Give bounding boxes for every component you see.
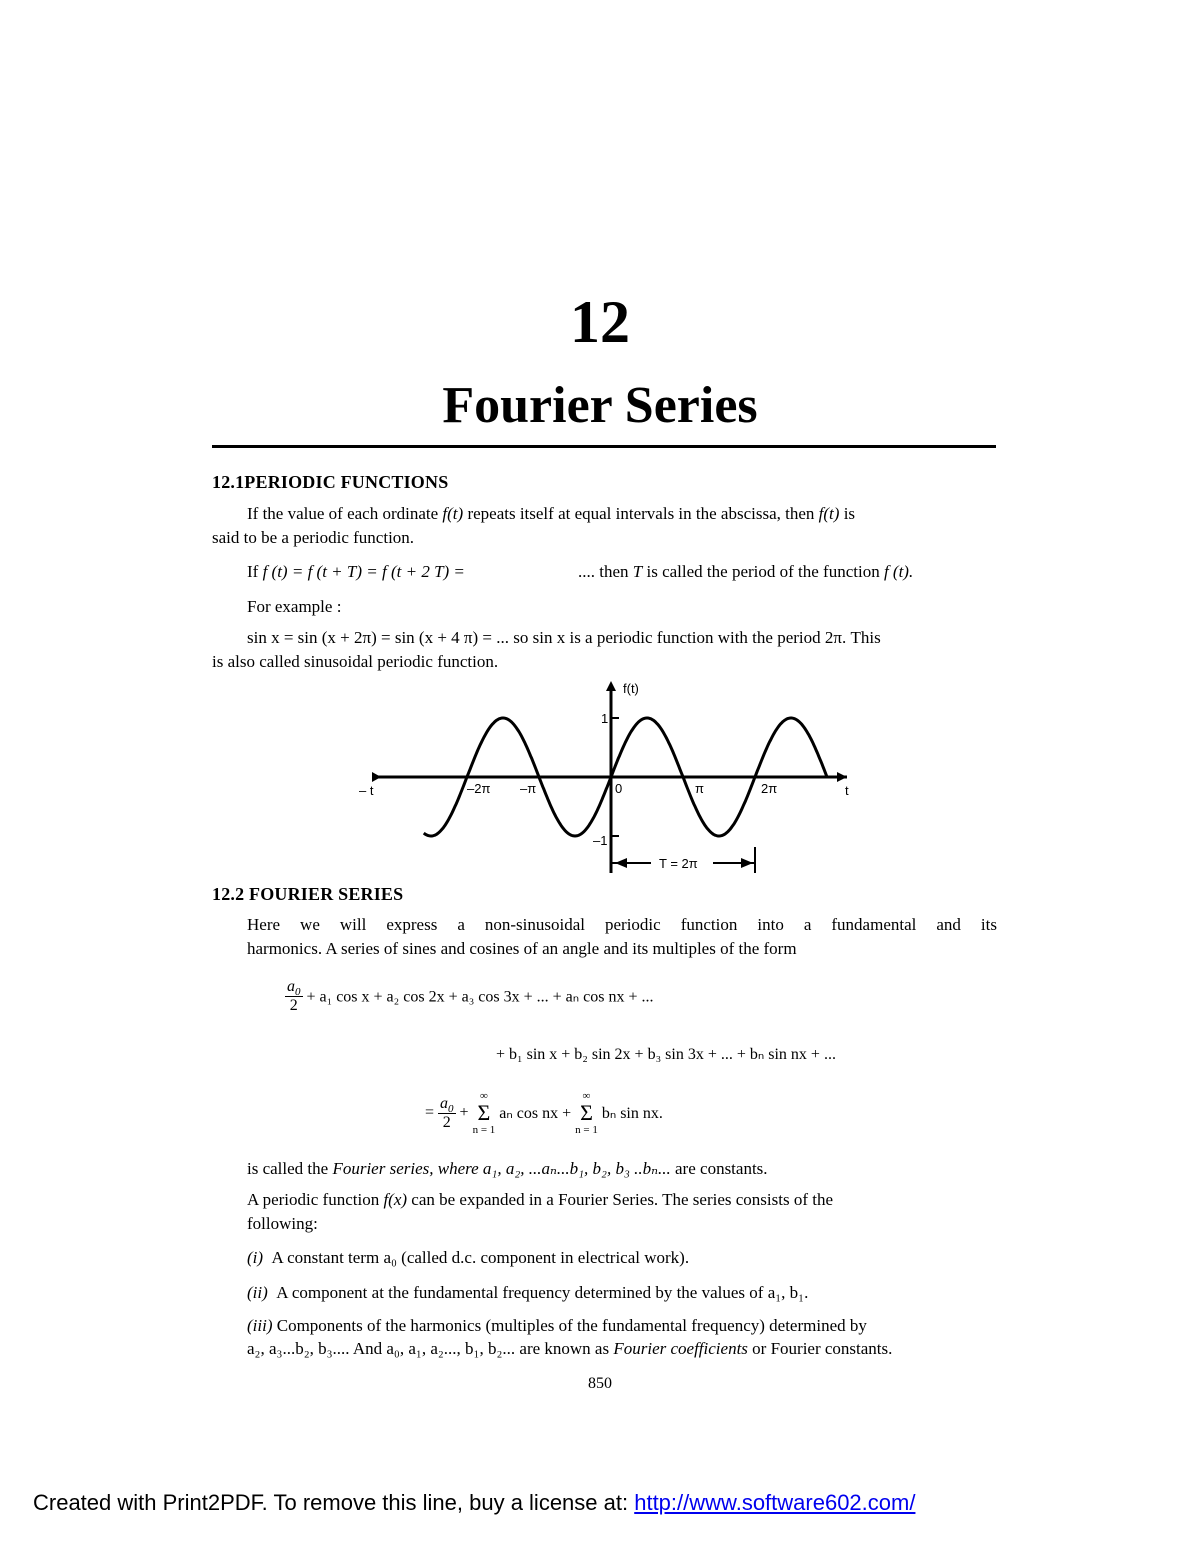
text-span: is called the period of the function — [642, 562, 884, 581]
series-equation-sine: + b₁ sin x + b₂ sin 2x + b₃ sin 3x + ... + bₙ sin nx + ... — [496, 1046, 836, 1063]
fourier-intro-line2: harmonics. A series of sines and cosines of an angle and its multiples of the form — [247, 939, 797, 958]
fourier-intro-line1: Here we will express a non-sinusoidal periodic function into a fundamental and its — [247, 915, 997, 934]
text-span: .... then — [578, 562, 633, 581]
ft-symbol: f (t). — [883, 562, 914, 581]
text-span: are constants. — [670, 1159, 768, 1178]
italic-span: Fourier coefficients — [613, 1339, 748, 1358]
periodic-expansion-line2: following: — [247, 1214, 318, 1233]
sum-lower-limit: n = 1 — [472, 1124, 496, 1136]
footer-text: Created with Print2PDF. To remove this line, buy a license at: — [33, 1490, 635, 1515]
tick-label-neg-one: –1 — [593, 833, 608, 848]
equals-sign: = — [425, 1104, 435, 1121]
T-symbol: T — [632, 562, 643, 581]
cosine-terms: + a₁ cos x + a₂ cos 2x + a₃ cos 3x + ... + aₙ cos nx + ... — [306, 988, 654, 1006]
fraction-numerator — [438, 1095, 456, 1114]
sum-upper-limit: ∞ — [480, 1090, 488, 1102]
a-symbol: a — [287, 978, 295, 995]
series-equation-cosine — [285, 978, 653, 1015]
period-right-arrow — [741, 858, 753, 868]
series-equation-summation — [425, 1090, 663, 1136]
tick-label-neg-2pi: –2π — [467, 781, 491, 796]
x-axis-left-arrow — [372, 772, 381, 782]
footer-license-link[interactable]: http://www.software602.com/ — [634, 1490, 916, 1515]
sine-wave-figure — [355, 675, 865, 880]
ft-symbol: f(t) — [818, 504, 840, 523]
section-heading-periodic-functions: 12.1PERIODIC FUNCTIONS — [212, 472, 449, 492]
page-number: 850 — [588, 1375, 612, 1392]
tick-label-neg-pi: –π — [520, 781, 537, 796]
chapter-number: 12 — [570, 289, 630, 355]
list-item-text: Components of the harmonics (multiples of the fundamental frequency) determined by — [272, 1316, 867, 1335]
list-item-harmonics-line1 — [247, 1314, 1007, 1338]
section-heading-fourier-series: 12.2 FOURIER SERIES — [212, 884, 404, 904]
fraction-denominator: 2 — [289, 997, 298, 1014]
neg-x-axis-label: – t — [359, 783, 374, 798]
list-item-fundamental — [247, 1281, 808, 1305]
text-span: is — [839, 504, 856, 523]
text-span: is called the — [247, 1159, 333, 1178]
sine-sum-term: bₙ sin nx. — [601, 1105, 663, 1122]
list-item-label: (iii) — [247, 1316, 273, 1335]
plus-sign: + — [459, 1104, 469, 1121]
paragraph-periodic-definition-cont: said to be a periodic function. — [212, 528, 415, 547]
title-rule — [212, 445, 996, 448]
chapter-title: Fourier Series — [442, 377, 758, 434]
sum-lower-limit: n = 1 — [575, 1124, 598, 1136]
a-symbol: a — [440, 1094, 449, 1112]
fraction-numerator — [285, 978, 303, 997]
tick-label-pi: π — [695, 781, 704, 796]
list-item-label: (i) — [247, 1248, 264, 1267]
print2pdf-footer — [33, 1490, 915, 1516]
sine-example-line2: is also called sinusoidal periodic function. — [212, 652, 499, 671]
summation-operator — [473, 1090, 496, 1136]
y-axis-arrow — [606, 681, 616, 691]
fraction-denominator: 2 — [442, 1113, 451, 1131]
periodic-expansion-line1 — [247, 1188, 997, 1212]
text-span: repeats itself at equal intervals in the abscissa, then — [463, 504, 819, 523]
text-span: or Fourier constants. — [747, 1339, 893, 1358]
period-equation-cont — [578, 560, 913, 584]
a0-over-2-fraction — [438, 1095, 456, 1132]
cosine-sum-term: aₙ cos nx + — [499, 1105, 572, 1122]
sigma-symbol: Σ — [477, 1100, 491, 1125]
italic-span: Fourier series, where — [332, 1159, 483, 1178]
list-item-text: A constant term a₀ (called d.c. component in electrical work). — [271, 1248, 690, 1267]
y-axis-label: f(t) — [623, 681, 639, 696]
tick-label-zero: 0 — [615, 781, 623, 796]
tick-label-one: 1 — [601, 711, 609, 726]
text-span: A periodic function — [247, 1190, 384, 1209]
subscript: 0 — [295, 986, 301, 998]
x-axis-label: t — [845, 783, 849, 798]
summation-operator — [575, 1090, 598, 1136]
a0-over-2-fraction — [285, 978, 303, 1015]
sine-example-line1: sin x = sin (x + 2π) = sin (x + 4 π) = ... so sin x is a periodic function with the period 2π. This — [247, 628, 881, 647]
sum-upper-limit: ∞ — [582, 1090, 591, 1102]
period-left-arrow — [615, 858, 627, 868]
text-span: If — [247, 562, 263, 581]
list-item-text: A component at the fundamental frequency determined by the values of a₁, b₁. — [276, 1283, 809, 1302]
list-item-constant-term — [247, 1246, 689, 1270]
period-expression: f (t) = f (t + T) = f (t + 2 T) = — [262, 562, 465, 581]
x-axis-right-arrow — [837, 772, 847, 782]
fourier-series-definition — [247, 1157, 768, 1181]
list-item-harmonics-line2 — [247, 1337, 1007, 1361]
tick-label-2pi: 2π — [761, 781, 778, 796]
for-example-label: For example : — [247, 597, 342, 616]
text-span: a₂, a₃...b₂, b₃.... And a₀, a₁, a₂..., b₁, b₂... are known as — [247, 1339, 614, 1358]
text-span: If the value of each ordinate — [247, 504, 443, 523]
period-label: T = 2π — [659, 856, 698, 871]
fx-symbol: f(x) — [383, 1190, 408, 1209]
list-item-label: (ii) — [247, 1283, 268, 1302]
ft-symbol: f(t) — [442, 504, 464, 523]
paragraph-periodic-definition — [247, 502, 1007, 526]
coefficient-list: a₁, a₂, ...aₙ...b₁, b₂, b₃ ..bₙ... — [482, 1159, 671, 1178]
sigma-symbol: Σ — [580, 1100, 593, 1125]
subscript: 0 — [448, 1102, 454, 1115]
text-span: can be expanded in a Fourier Series. The series consists of the — [407, 1190, 834, 1209]
period-equation — [247, 560, 465, 584]
